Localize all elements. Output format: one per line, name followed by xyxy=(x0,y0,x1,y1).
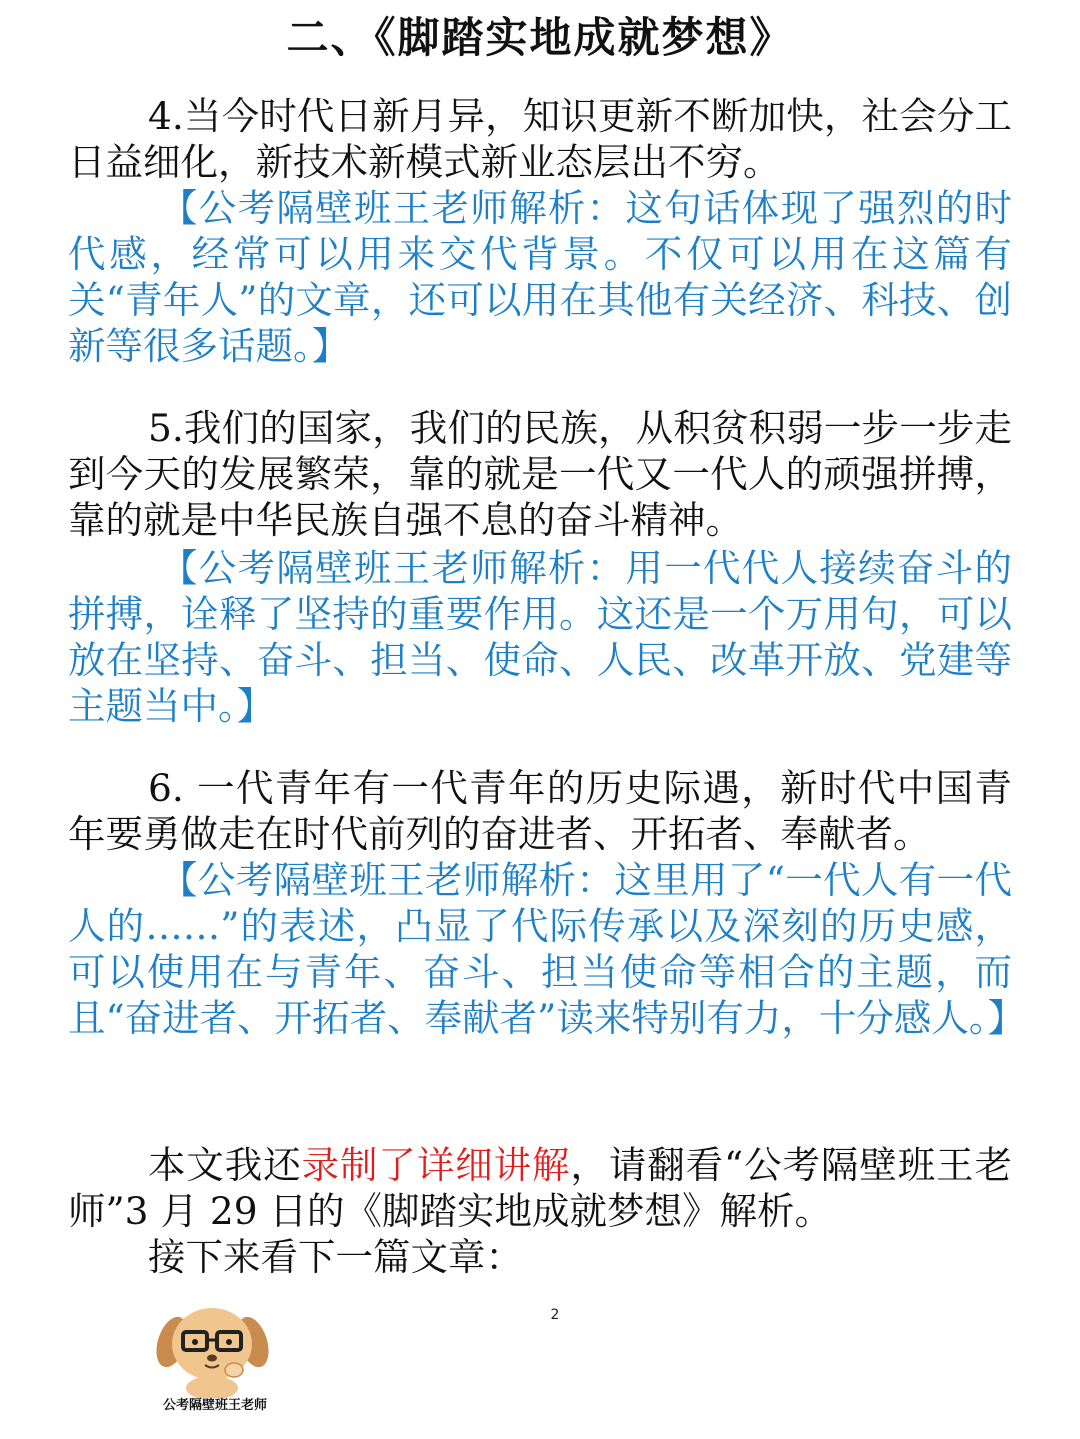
page-title: 二、《脚踏实地成就梦想》 xyxy=(286,13,794,62)
item-5-text: 5.我们的国家，我们的民族，从积贫积弱一步一步走到今天的发展繁荣，靠的就是一代又一代人的顽强拼搏，靠的就是中华民族自强不息的奋斗精神。 xyxy=(68,406,1012,542)
closing-paragraph xyxy=(68,1142,1012,1234)
page-number: 2 xyxy=(550,1307,560,1323)
item-6-analysis: 【公考隔壁班王老师解析：这里用了“一代人有一代人的……”的表述，凸显了代际传承以及深刻的历史感，可以使用在与青年、奋斗、担当使命等相合的主题，而且“奋进者、开拓者、奉献者”读来特别有力，十分感人。】 xyxy=(68,858,1026,1040)
item-4-analysis: 【公考隔壁班王老师解析：这句话体现了强烈的时代感，经常可以用来交代背景。不仅可以用在这篇有关“青年人”的文章，还可以用在其他有关经济、科技、创新等很多话题。】 xyxy=(68,186,1012,368)
item-4-text: 4.当今时代日新月异，知识更新不断加快，社会分工日益细化，新技术新模式新业态层出不穷。 xyxy=(68,94,1012,184)
dog-mascot-icon xyxy=(150,1298,275,1398)
next-article-line: 接下来看下一篇文章： xyxy=(148,1235,523,1279)
closing-highlight: 录制了详细讲解 xyxy=(301,1143,571,1187)
item-6-text: 6. 一代青年有一代青年的历史际遇，新时代中国青年要勇做走在时代前列的奋进者、开拓者、奉献者。 xyxy=(68,766,1012,856)
closing-text-after: ，请翻看“公考隔壁班王老师”3 月 29 日的《脚踏实地成就梦想》解析。 xyxy=(68,1143,1013,1233)
closing-text-before: 本文我还 xyxy=(148,1143,302,1187)
item-5-analysis: 【公考隔壁班王老师解析：用一代代人接续奋斗的拼搏，诠释了坚持的重要作用。这还是一个万用句，可以放在坚持、奋斗、担当、使命、人民、改革开放、党建等主题当中。】 xyxy=(68,546,1012,728)
mascot-caption: 公考隔壁班王老师 xyxy=(162,1398,267,1413)
